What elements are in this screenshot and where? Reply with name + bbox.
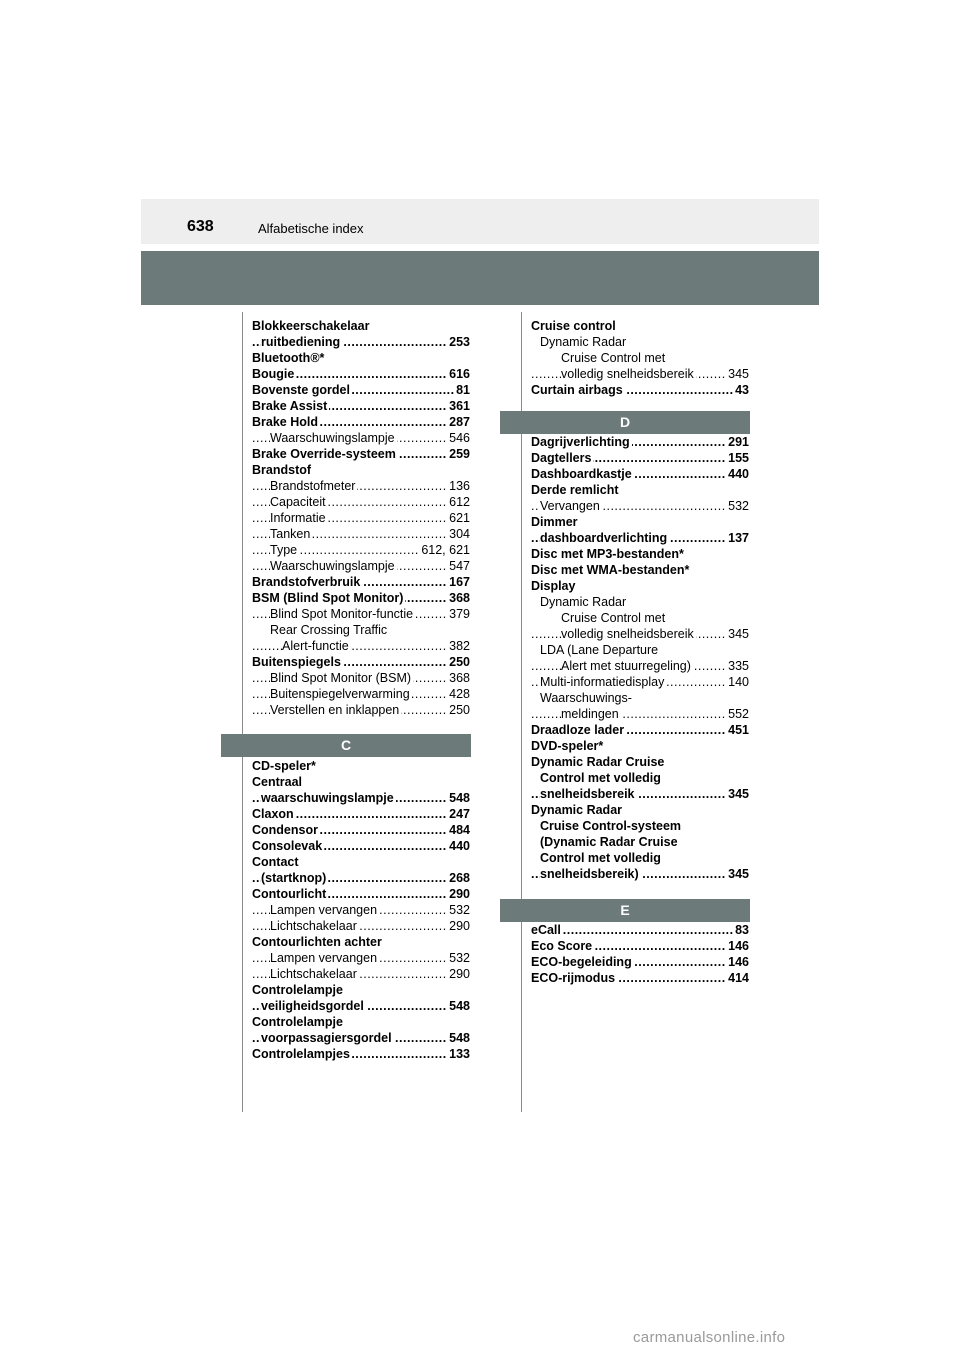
index-entry — [252, 902, 470, 918]
index-entry-page: 345 — [728, 627, 749, 641]
index-entry — [252, 350, 470, 366]
index-entry-term: Verstellen en inklappen — [270, 703, 400, 717]
index-entry-term: Capaciteit — [270, 495, 326, 509]
index-entry-page: 250 — [449, 703, 470, 717]
index-entry-term: Contact — [252, 855, 299, 869]
index-entry-page: 345 — [728, 787, 749, 801]
watermark: carmanualsonline.info — [633, 1329, 786, 1346]
index-entry — [531, 514, 749, 530]
index-entry — [531, 626, 749, 642]
index-entry — [531, 866, 749, 882]
index-entry-page: 484 — [449, 823, 470, 837]
leader-dots — [531, 922, 749, 938]
index-entry-term: CD-speler* — [252, 759, 316, 773]
index-entry-term: Alert-functie — [282, 639, 349, 653]
index-entry-page: 451 — [728, 723, 749, 737]
index-entry-term: snelheidsbereik — [540, 787, 635, 801]
index-entry — [252, 774, 470, 790]
index-entry — [531, 466, 749, 482]
index-column-2-d — [531, 434, 749, 882]
index-entry-term: Dagrijverlichting — [531, 435, 630, 449]
index-entry-page: 368 — [449, 671, 470, 685]
index-entry-term: Bovenste gordel — [252, 383, 350, 397]
index-entry-term: Buitenspiegelverwarming — [270, 687, 410, 701]
index-entry-term: Dashboardkastje — [531, 467, 632, 481]
index-entry-page: 368 — [449, 591, 470, 605]
index-entry — [531, 530, 749, 546]
letter-heading-d: D — [500, 411, 750, 434]
index-entry-term: Control met volledig — [540, 851, 661, 865]
index-entry — [252, 886, 470, 902]
index-entry-term: Multi-informatiedisplay — [540, 675, 665, 689]
index-entry-page: 552 — [728, 707, 749, 721]
index-entry — [252, 982, 470, 998]
index-entry — [252, 606, 470, 622]
index-entry — [252, 870, 470, 886]
index-entry-page: 287 — [449, 415, 470, 429]
index-entry — [531, 674, 749, 690]
index-entry-term: Eco Score — [531, 939, 593, 953]
index-entry-term: Bougie — [252, 367, 295, 381]
index-entry-page: 621 — [449, 511, 470, 525]
index-entry-term: volledig snelheidsbereik — [561, 627, 694, 641]
index-entry-page: 133 — [449, 1047, 470, 1061]
index-entry-page: 253 — [449, 335, 470, 349]
index-entry — [531, 658, 749, 674]
index-entry — [531, 738, 749, 754]
index-entry-term: Brandstofmeter — [270, 479, 356, 493]
index-entry — [531, 350, 749, 366]
index-entry-term: Cruise Control-systeem — [540, 819, 682, 833]
index-entry — [252, 638, 470, 654]
index-entry-page: 167 — [449, 575, 470, 589]
index-entry-term: Cruise control — [531, 319, 616, 333]
index-column-1-c — [252, 758, 470, 1062]
index-entry — [531, 562, 749, 578]
page-number: 638 — [187, 218, 214, 235]
index-entry — [252, 1046, 470, 1062]
index-entry — [252, 318, 470, 334]
index-entry — [531, 594, 749, 610]
index-entry-term: Waarschuwings- — [540, 691, 632, 705]
section-title: Alfabetische index — [258, 221, 364, 236]
index-entry — [531, 366, 749, 382]
index-entry-term: Type — [270, 543, 298, 557]
index-entry-term: Rear Crossing Traffic — [270, 623, 388, 637]
index-entry — [252, 622, 470, 638]
letter-heading-e: E — [500, 899, 750, 922]
index-entry-page: 291 — [728, 435, 749, 449]
index-entry-term: snelheidsbereik) — [540, 867, 639, 881]
index-entry — [252, 558, 470, 574]
index-entry-term: Lampen vervangen — [270, 951, 378, 965]
index-entry-page: 290 — [449, 919, 470, 933]
index-entry-term: Curtain airbags — [531, 383, 623, 397]
index-entry — [531, 834, 749, 850]
index-entry-term: Centraal — [252, 775, 303, 789]
index-entry-page: 440 — [449, 839, 470, 853]
index-entry — [252, 1030, 470, 1046]
index-entry — [531, 546, 749, 562]
index-entry — [252, 590, 470, 606]
index-entry-term: Bluetooth®* — [252, 351, 325, 365]
index-entry-page: 146 — [728, 955, 749, 969]
index-entry — [252, 702, 470, 718]
index-entry-term: Waarschuwingslampje — [270, 431, 395, 445]
index-entry — [252, 462, 470, 478]
index-entry-term: Informatie — [270, 511, 326, 525]
index-entry-term: Buitenspiegels — [252, 655, 341, 669]
index-entry — [531, 706, 749, 722]
index-entry-term: Blind Spot Monitor (BSM) — [270, 671, 412, 685]
index-entry-page: 43 — [735, 383, 749, 397]
index-entry-page: 250 — [449, 655, 470, 669]
index-entry-term: Alert met stuurregeling) — [561, 659, 691, 673]
index-entry-term: Controlelampje — [252, 1015, 343, 1029]
index-entry — [531, 690, 749, 706]
index-entry — [531, 786, 749, 802]
index-entry-term: Lampen vervangen — [270, 903, 378, 917]
index-entry-term: (Dynamic Radar Cruise — [540, 835, 678, 849]
index-column-1-b — [252, 318, 470, 718]
index-entry-page: 146 — [728, 939, 749, 953]
index-entry-term: Dynamic Radar Cruise — [531, 755, 665, 769]
index-entry-page: 546 — [449, 431, 470, 445]
index-entry — [531, 642, 749, 658]
index-entry-term: Condensor — [252, 823, 318, 837]
index-entry — [531, 970, 749, 986]
index-entry — [252, 478, 470, 494]
index-entry — [252, 998, 470, 1014]
index-column-2-e — [531, 922, 749, 986]
index-entry-page: 259 — [449, 447, 470, 461]
index-entry-term: Derde remlicht — [531, 483, 619, 497]
index-entry-page: 532 — [728, 499, 749, 513]
index-entry — [252, 950, 470, 966]
index-entry-term: veiligheidsgordel — [261, 999, 364, 1013]
index-entry-term: Contourlichten achter — [252, 935, 382, 949]
index-entry-term: Dimmer — [531, 515, 578, 529]
index-entry — [531, 954, 749, 970]
index-entry-term: ruitbediening — [261, 335, 341, 349]
index-entry — [531, 802, 749, 818]
index-entry — [531, 850, 749, 866]
index-entry — [252, 934, 470, 950]
index-entry — [252, 366, 470, 382]
index-entry — [252, 758, 470, 774]
index-entry-term: Lichtschakelaar — [270, 967, 357, 981]
index-entry-term: Disc met MP3-bestanden* — [531, 547, 684, 561]
index-entry-term: Brandstof — [252, 463, 312, 477]
header-bar — [141, 199, 819, 244]
index-entry-term: ECO-rijmodus — [531, 971, 616, 985]
index-entry — [252, 654, 470, 670]
index-entry-term: Brake Override-systeem — [252, 447, 396, 461]
index-entry — [252, 526, 470, 542]
index-entry-page: 547 — [449, 559, 470, 573]
index-entry-term: volledig snelheidsbereik — [561, 367, 694, 381]
index-entry-term: dashboardverlichting — [540, 531, 668, 545]
index-entry-page: 548 — [449, 999, 470, 1013]
index-entry-page: 335 — [728, 659, 749, 673]
index-entry-term: Waarschuwingslampje — [270, 559, 395, 573]
index-entry-page: 268 — [449, 871, 470, 885]
index-entry-page: 81 — [456, 383, 470, 397]
index-entry-term: Brake Hold — [252, 415, 318, 429]
index-entry-term: Dagtellers — [531, 451, 592, 465]
index-entry-term: waarschuwingslampje — [261, 791, 394, 805]
index-entry-page: 290 — [449, 887, 470, 901]
index-entry-page: 532 — [449, 903, 470, 917]
index-entry — [252, 446, 470, 462]
index-entry — [252, 334, 470, 350]
index-entry — [252, 790, 470, 806]
index-entry-page: 548 — [449, 1031, 470, 1045]
index-entry-term: Display — [531, 579, 576, 593]
index-entry — [252, 854, 470, 870]
index-entry — [531, 770, 749, 786]
index-entry-term: Dynamic Radar — [540, 335, 627, 349]
index-entry — [252, 670, 470, 686]
index-entry — [531, 818, 749, 834]
index-entry — [252, 494, 470, 510]
index-entry-page: 304 — [449, 527, 470, 541]
index-entry-page: 428 — [449, 687, 470, 701]
index-entry — [531, 578, 749, 594]
index-entry — [252, 838, 470, 854]
index-entry-term: Lichtschakelaar — [270, 919, 357, 933]
index-entry-page: 247 — [449, 807, 470, 821]
index-entry-page: 140 — [728, 675, 749, 689]
index-entry-term: Brandstofverbruik — [252, 575, 361, 589]
index-entry — [252, 414, 470, 430]
index-entry — [531, 722, 749, 738]
index-entry-term: Cruise Control met — [561, 611, 666, 625]
index-entry — [531, 334, 749, 350]
index-entry-page: 616 — [449, 367, 470, 381]
index-entry-term: Blokkeerschakelaar — [252, 319, 370, 333]
index-entry-term: Control met volledig — [540, 771, 661, 785]
index-entry — [252, 686, 470, 702]
index-entry — [252, 382, 470, 398]
index-entry — [531, 318, 749, 334]
index-entry-page: 532 — [449, 951, 470, 965]
index-entry — [252, 574, 470, 590]
index-entry-term: BSM (Blind Spot Monitor) — [252, 591, 404, 605]
index-entry-term: Blind Spot Monitor-functie — [270, 607, 414, 621]
index-column-2-c — [531, 318, 749, 398]
index-entry-page: 155 — [728, 451, 749, 465]
index-entry-page: 548 — [449, 791, 470, 805]
index-entry-term: Disc met WMA-bestanden* — [531, 563, 690, 577]
index-entry-page: 382 — [449, 639, 470, 653]
index-entry-page: 612 — [449, 495, 470, 509]
column-divider-left — [242, 312, 243, 1112]
index-entry — [252, 542, 470, 558]
index-entry-page: 361 — [449, 399, 470, 413]
index-entry-term: Cruise Control met — [561, 351, 666, 365]
index-entry — [531, 482, 749, 498]
index-entry-term: Contourlicht — [252, 887, 327, 901]
index-entry — [531, 754, 749, 770]
index-entry-term: voorpassagiersgordel — [261, 1031, 392, 1045]
index-entry-term: Brake Assist — [252, 399, 328, 413]
index-entry-term: Dynamic Radar — [540, 595, 627, 609]
index-entry-page: 136 — [449, 479, 470, 493]
header-band — [141, 251, 819, 305]
index-entry-term: Claxon — [252, 807, 294, 821]
index-entry-term: meldingen — [561, 707, 619, 721]
index-entry — [252, 918, 470, 934]
index-entry-term: ECO-begeleiding — [531, 955, 632, 969]
index-entry-page: 379 — [449, 607, 470, 621]
index-entry-term: Vervangen — [540, 499, 600, 513]
index-entry-page: 414 — [728, 971, 749, 985]
index-entry-term: Dynamic Radar — [531, 803, 623, 817]
index-entry — [531, 938, 749, 954]
index-entry-term: Consolevak — [252, 839, 323, 853]
index-entry-page: 612, 621 — [421, 543, 470, 557]
index-entry — [252, 822, 470, 838]
index-entry-page: 137 — [728, 531, 749, 545]
index-entry — [531, 610, 749, 626]
index-entry — [252, 510, 470, 526]
letter-heading-c: C — [221, 734, 471, 757]
index-entry-page: 83 — [735, 923, 749, 937]
index-entry-term: DVD-speler* — [531, 739, 604, 753]
index-entry-term: Draadloze lader — [531, 723, 625, 737]
index-entry — [252, 430, 470, 446]
index-entry-page: 345 — [728, 367, 749, 381]
index-entry-term: Tanken — [270, 527, 311, 541]
index-entry-term: Controlelampjes — [252, 1047, 350, 1061]
index-entry — [252, 966, 470, 982]
index-entry — [531, 498, 749, 514]
index-entry — [531, 922, 749, 938]
index-entry — [531, 434, 749, 450]
index-entry — [531, 450, 749, 466]
index-entry-page: 290 — [449, 967, 470, 981]
index-entry-page: 440 — [728, 467, 749, 481]
index-entry — [531, 382, 749, 398]
index-entry-term: LDA (Lane Departure — [540, 643, 659, 657]
index-entry-term: Controlelampje — [252, 983, 343, 997]
index-entry — [252, 398, 470, 414]
index-entry-term: eCall — [531, 923, 561, 937]
index-entry — [252, 806, 470, 822]
index-entry-term: (startknop) — [261, 871, 327, 885]
index-entry — [252, 1014, 470, 1030]
index-entry-page: 345 — [728, 867, 749, 881]
